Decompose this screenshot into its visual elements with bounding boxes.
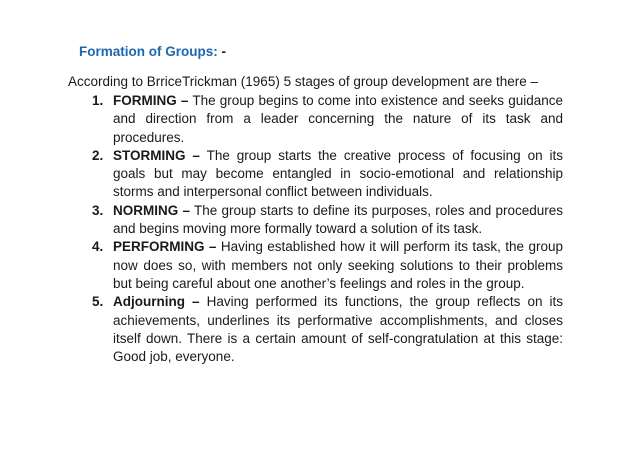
intro-paragraph: According to BrriceTrickman (1965) 5 stages of group development are there –: [68, 74, 538, 89]
stage-item-forming: [92, 92, 563, 147]
stages-list: [92, 92, 563, 366]
stage-number: 2.: [92, 147, 104, 163]
stage-item-norming: [92, 202, 563, 239]
stage-item-adjourning: [92, 293, 563, 366]
heading-title: Formation of Groups:: [79, 44, 218, 59]
heading-dash: -: [217, 44, 226, 59]
stage-description: The group begins to come into existence and seeks guidance and direction from a leader concerning the nature of its task and procedures.: [113, 93, 563, 145]
stage-name: STORMING –: [113, 147, 200, 163]
stage-number: 1.: [92, 93, 104, 108]
stage-description: The group starts the creative process of focusing on its goals but may become entangled in socio-emotional and relationship storms and interpersonal conflict between individuals.: [113, 147, 563, 200]
stage-description: The group starts to define its purposes, roles and procedures and begins moving more formally toward a solution of its task.: [113, 202, 563, 237]
stage-number: 5.: [92, 294, 104, 310]
stage-name: FORMING –: [113, 93, 189, 108]
stage-number: 4.: [92, 239, 104, 255]
section-heading: [79, 43, 226, 61]
stage-description: Having performed its functions, the group reflects on its achievements, underlines its performative accomplishments, and closes itself down. There is a certain amount of self-congratulation at this stage: Good job, everyone.: [113, 294, 563, 365]
stage-name: NORMING –: [113, 202, 190, 218]
stage-item-storming: [92, 147, 563, 202]
stage-description: Having established how it will perform its task, the group now does so, with members not only seeking solutions to their problems but being careful about one another’s feelings and roles in the group.: [113, 239, 564, 291]
stage-number: 3.: [92, 202, 104, 218]
stage-name: PERFORMING –: [113, 239, 217, 255]
stage-name: Adjourning –: [113, 294, 200, 310]
stage-item-performing: [92, 238, 563, 293]
